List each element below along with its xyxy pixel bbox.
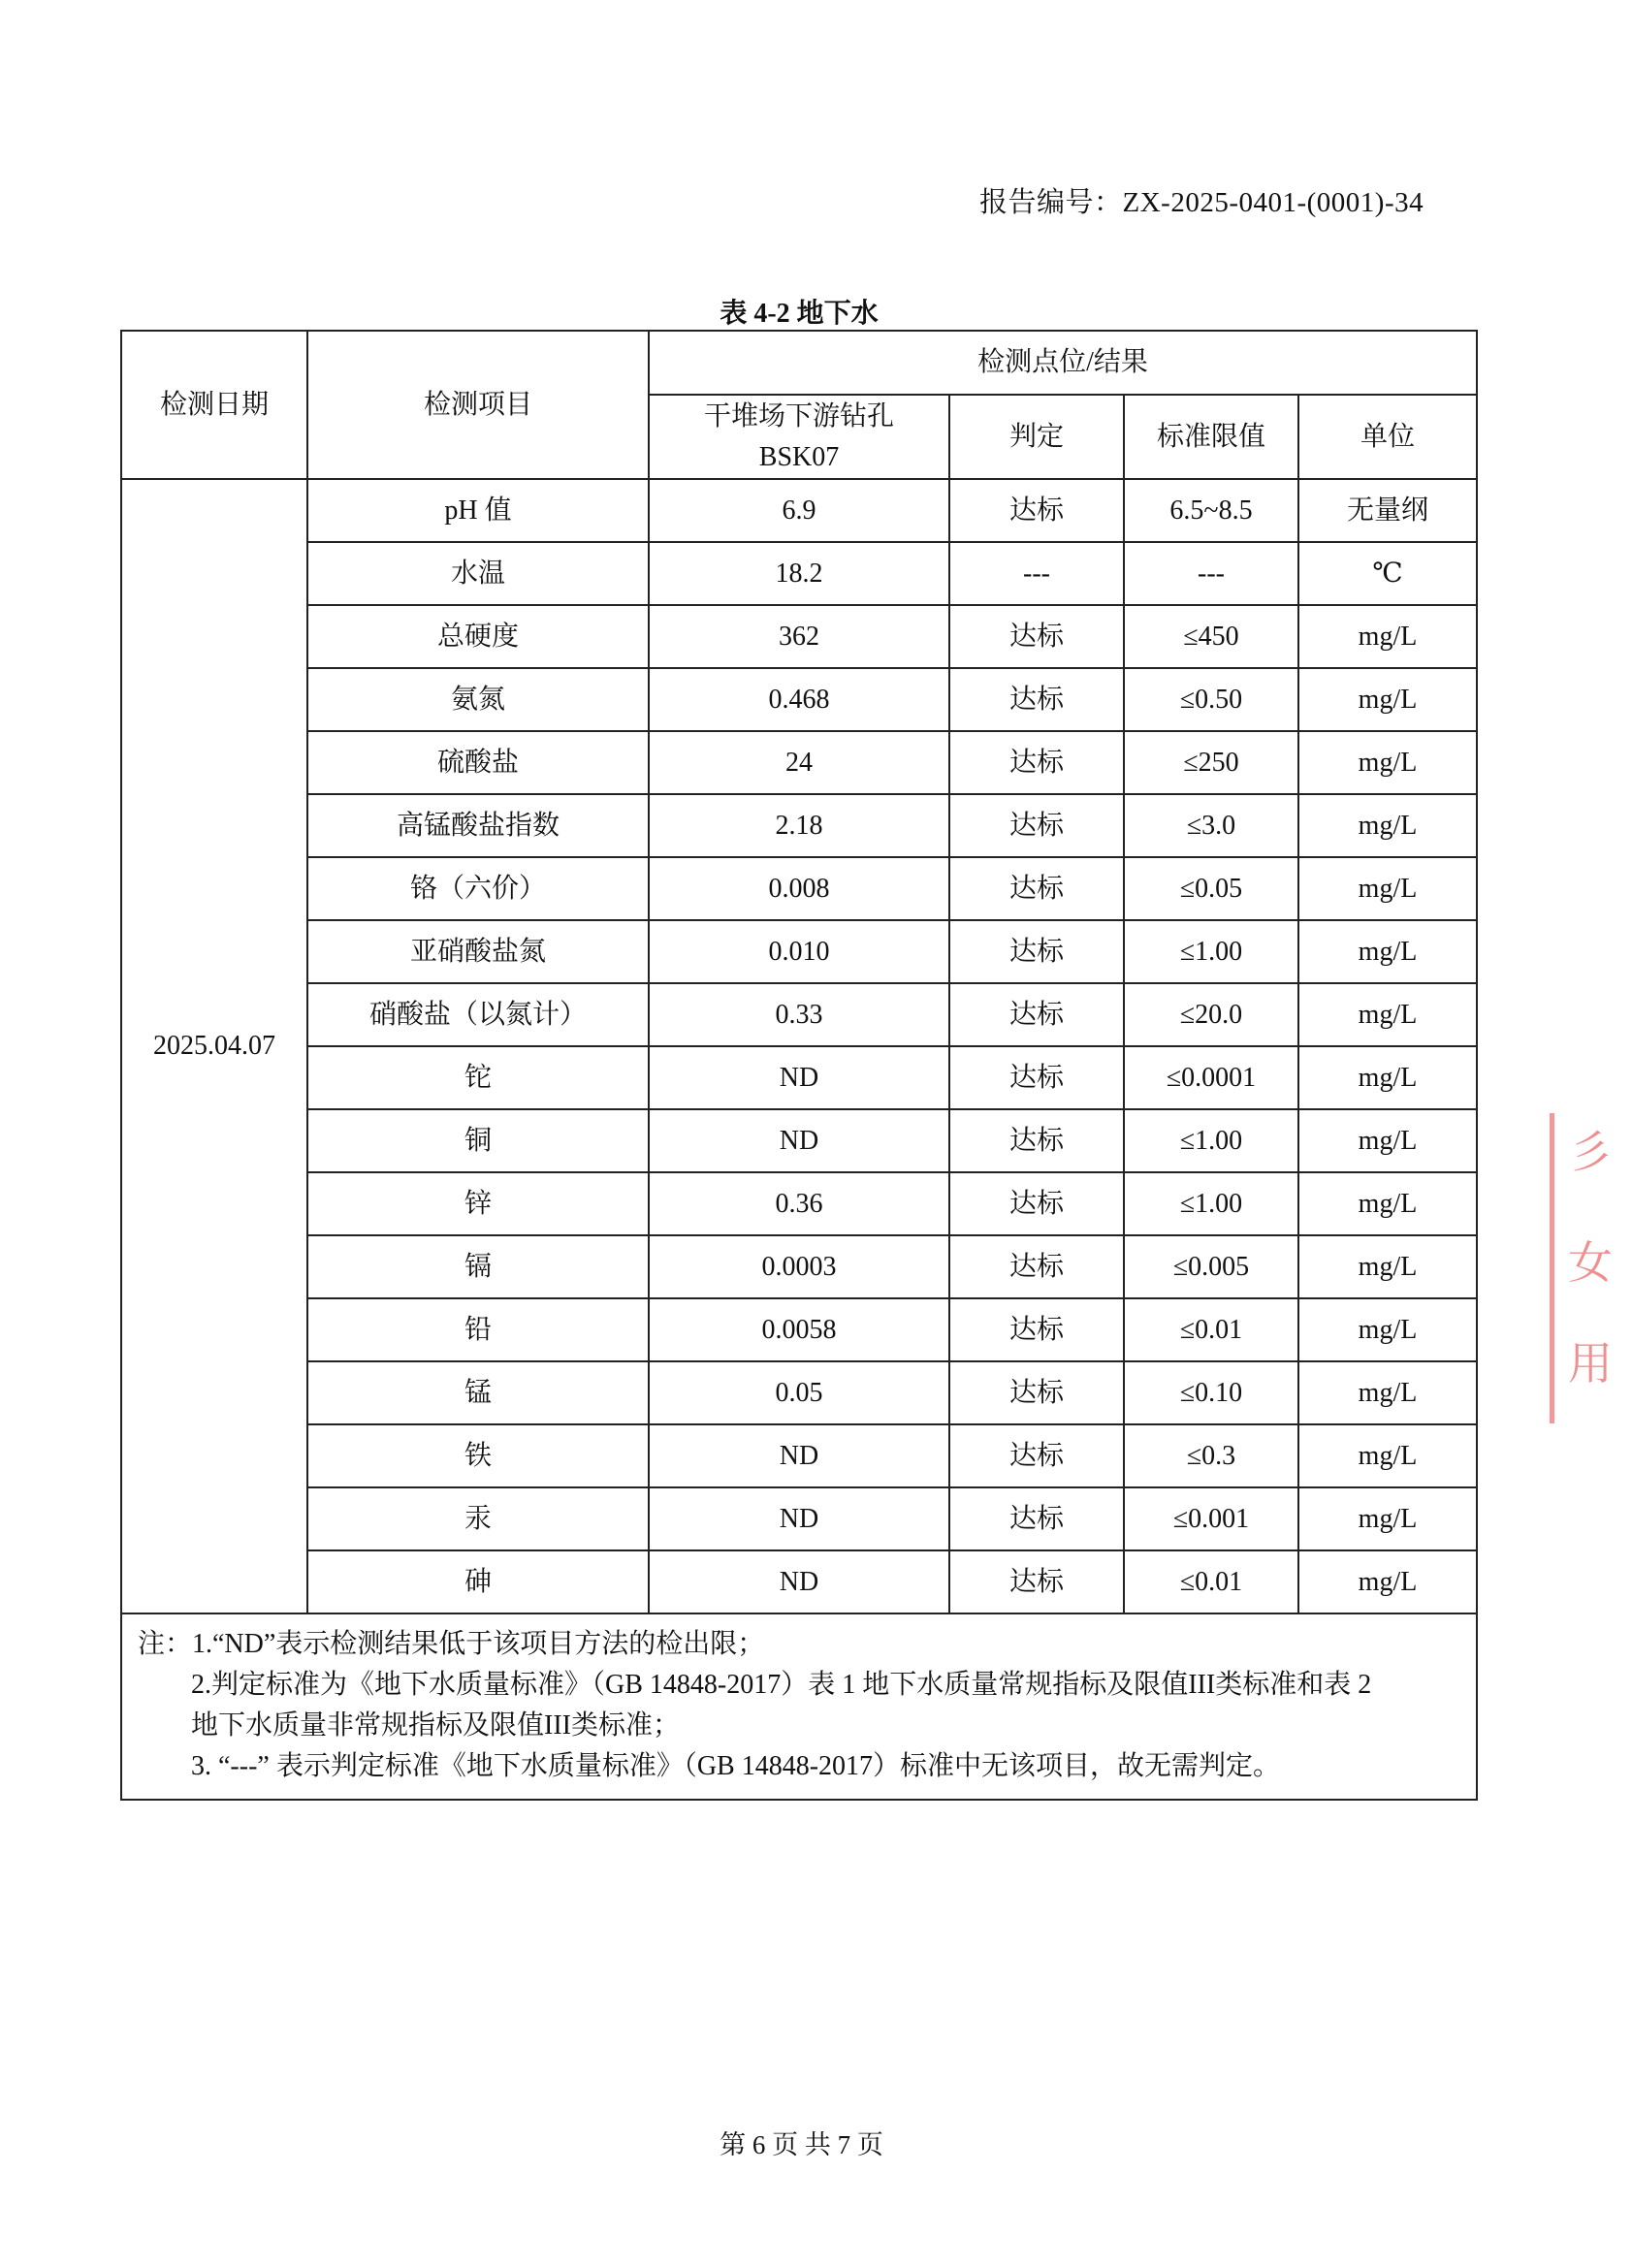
item-cell: 镉	[307, 1235, 649, 1298]
limit-cell: ---	[1124, 542, 1298, 605]
unit-cell: mg/L	[1298, 920, 1477, 983]
result-cell: 0.468	[649, 668, 949, 731]
judgement-cell: 达标	[949, 1046, 1124, 1109]
page-footer: 第 6 页 共 7 页	[720, 2130, 883, 2159]
unit-cell: mg/L	[1298, 1235, 1477, 1298]
result-cell: ND	[649, 1424, 949, 1487]
seal-char-2: 女	[1568, 1236, 1613, 1289]
table-row	[121, 479, 1477, 542]
unit-cell: mg/L	[1298, 1550, 1477, 1613]
notes-cell	[121, 1613, 1477, 1800]
table-row	[121, 668, 1477, 731]
result-cell: ND	[649, 1109, 949, 1172]
unit-cell: mg/L	[1298, 794, 1477, 857]
result-cell: 0.0003	[649, 1235, 949, 1298]
item-cell: 水温	[307, 542, 649, 605]
item-cell: 铅	[307, 1298, 649, 1361]
item-cell: 锌	[307, 1172, 649, 1235]
table-row	[121, 731, 1477, 794]
header-item: 检测项目	[307, 331, 649, 479]
item-cell: 铁	[307, 1424, 649, 1487]
result-cell: ND	[649, 1487, 949, 1550]
seal-stamp-partial	[1550, 1113, 1632, 1423]
judgement-cell: 达标	[949, 1298, 1124, 1361]
item-cell: 硝酸盐（以氮计）	[307, 983, 649, 1046]
table-row	[121, 1172, 1477, 1235]
judgement-cell: ---	[949, 542, 1124, 605]
limit-cell: ≤0.05	[1124, 857, 1298, 920]
header-site	[649, 395, 949, 479]
seal-char-3: 用	[1568, 1337, 1613, 1390]
table-row	[121, 605, 1477, 668]
table-row	[121, 1361, 1477, 1424]
header-date: 检测日期	[121, 331, 307, 479]
note-2-cont: 地下水质量非常规指标及限值III类标准；	[191, 1710, 680, 1741]
result-cell: 0.05	[649, 1361, 949, 1424]
unit-cell: mg/L	[1298, 1361, 1477, 1424]
result-cell: 6.9	[649, 479, 949, 542]
limit-cell: ≤450	[1124, 605, 1298, 668]
unit-cell: mg/L	[1298, 1298, 1477, 1361]
judgement-cell: 达标	[949, 1424, 1124, 1487]
judgement-cell: 达标	[949, 920, 1124, 983]
table-title: 表 4-2 地下水	[720, 299, 879, 329]
item-cell: 总硬度	[307, 605, 649, 668]
limit-cell: ≤0.3	[1124, 1424, 1298, 1487]
limit-cell: 6.5~8.5	[1124, 479, 1298, 542]
judgement-cell: 达标	[949, 731, 1124, 794]
table-row	[121, 542, 1477, 605]
limit-cell: ≤0.0001	[1124, 1046, 1298, 1109]
table-row	[121, 920, 1477, 983]
limit-cell: ≤1.00	[1124, 1172, 1298, 1235]
unit-cell: mg/L	[1298, 983, 1477, 1046]
header-site-result: 检测点位/结果	[649, 331, 1477, 395]
limit-cell: ≤1.00	[1124, 920, 1298, 983]
unit-cell: ℃	[1298, 542, 1477, 605]
unit-cell: mg/L	[1298, 605, 1477, 668]
limit-cell: ≤0.005	[1124, 1235, 1298, 1298]
item-cell: 汞	[307, 1487, 649, 1550]
item-cell: 铜	[307, 1109, 649, 1172]
limit-cell: ≤0.10	[1124, 1361, 1298, 1424]
table-row	[121, 983, 1477, 1046]
item-cell: 锰	[307, 1361, 649, 1424]
unit-cell: mg/L	[1298, 1172, 1477, 1235]
judgement-cell: 达标	[949, 983, 1124, 1046]
limit-cell: ≤20.0	[1124, 983, 1298, 1046]
groundwater-table	[120, 330, 1478, 1801]
table-row	[121, 1235, 1477, 1298]
limit-cell: ≤0.001	[1124, 1487, 1298, 1550]
result-cell: 0.33	[649, 983, 949, 1046]
judgement-cell: 达标	[949, 1487, 1124, 1550]
result-cell: 0.36	[649, 1172, 949, 1235]
header-row-1	[121, 331, 1477, 395]
item-cell: 铬（六价）	[307, 857, 649, 920]
result-cell: 24	[649, 731, 949, 794]
header-unit: 单位	[1298, 395, 1477, 479]
notes-row	[121, 1613, 1477, 1800]
table-row	[121, 1046, 1477, 1109]
header-limit: 标准限值	[1124, 395, 1298, 479]
limit-cell: ≤3.0	[1124, 794, 1298, 857]
result-cell: 362	[649, 605, 949, 668]
note-1: 注：1.“ND”表示检测结果低于该项目方法的检出限；	[138, 1629, 765, 1659]
result-cell: 0.010	[649, 920, 949, 983]
header-site-code: BSK07	[758, 441, 840, 472]
judgement-cell: 达标	[949, 1109, 1124, 1172]
judgement-cell: 达标	[949, 1235, 1124, 1298]
result-cell: ND	[649, 1550, 949, 1613]
unit-cell: mg/L	[1298, 1109, 1477, 1172]
judgement-cell: 达标	[949, 1172, 1124, 1235]
limit-cell: ≤250	[1124, 731, 1298, 794]
limit-cell: ≤0.50	[1124, 668, 1298, 731]
unit-cell: mg/L	[1298, 668, 1477, 731]
item-cell: 氨氮	[307, 668, 649, 731]
unit-cell: mg/L	[1298, 1424, 1477, 1487]
judgement-cell: 达标	[949, 1361, 1124, 1424]
table-row	[121, 794, 1477, 857]
unit-cell: mg/L	[1298, 857, 1477, 920]
limit-cell: ≤0.01	[1124, 1298, 1298, 1361]
judgement-cell: 达标	[949, 857, 1124, 920]
item-cell: 硫酸盐	[307, 731, 649, 794]
judgement-cell: 达标	[949, 479, 1124, 542]
note-2: 2.判定标准为《地下水质量标准》（GB 14848-2017）表 1 地下水质量常规指标及限值III类标准和表 2	[191, 1670, 1372, 1700]
table-row	[121, 1424, 1477, 1487]
item-cell: 高锰酸盐指数	[307, 794, 649, 857]
header-site-name: 干堆场下游钻孔	[703, 400, 894, 431]
note-3: 3. “---” 表示判定标准《地下水质量标准》（GB 14848-2017）标准中无该项目，故无需判定。	[191, 1751, 1281, 1781]
result-cell: 18.2	[649, 542, 949, 605]
judgement-cell: 达标	[949, 794, 1124, 857]
unit-cell: mg/L	[1298, 1487, 1477, 1550]
item-cell: 铊	[307, 1046, 649, 1109]
date-cell: 2025.04.07	[121, 479, 307, 1613]
item-cell: pH 值	[307, 479, 649, 542]
result-cell: 0.0058	[649, 1298, 949, 1361]
table-row	[121, 1109, 1477, 1172]
item-cell: 砷	[307, 1550, 649, 1613]
seal-char-1: 彡	[1568, 1126, 1613, 1178]
judgement-cell: 达标	[949, 1550, 1124, 1613]
table-row	[121, 857, 1477, 920]
limit-cell: ≤0.01	[1124, 1550, 1298, 1613]
limit-cell: ≤1.00	[1124, 1109, 1298, 1172]
header-judgement: 判定	[949, 395, 1124, 479]
result-cell: 0.008	[649, 857, 949, 920]
unit-cell: mg/L	[1298, 731, 1477, 794]
result-cell: 2.18	[649, 794, 949, 857]
judgement-cell: 达标	[949, 668, 1124, 731]
item-cell: 亚硝酸盐氮	[307, 920, 649, 983]
table-row	[121, 1487, 1477, 1550]
table-row	[121, 1298, 1477, 1361]
result-cell: ND	[649, 1046, 949, 1109]
table-row	[121, 1550, 1477, 1613]
unit-cell: 无量纲	[1298, 479, 1477, 542]
unit-cell: mg/L	[1298, 1046, 1477, 1109]
judgement-cell: 达标	[949, 605, 1124, 668]
report-number: 报告编号：ZX-2025-0401-(0001)-34	[979, 187, 1424, 218]
